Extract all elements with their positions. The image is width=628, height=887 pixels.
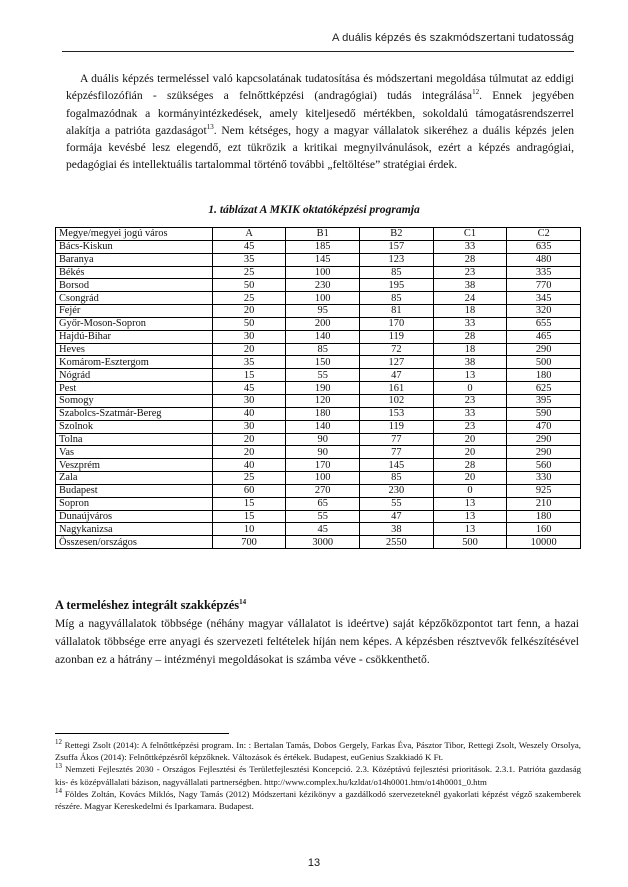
table-cell-value: 170 xyxy=(286,459,360,472)
column-header-c1: C1 xyxy=(433,228,507,241)
table-cell-value: 10000 xyxy=(507,536,581,549)
table-row xyxy=(56,407,581,420)
table-cell-value: 345 xyxy=(507,292,581,305)
table-cell-value: 153 xyxy=(360,407,434,420)
table-row xyxy=(56,433,581,446)
table-cell-county: Somogy xyxy=(56,394,213,407)
table-cell-value: 50 xyxy=(212,279,286,292)
table-cell-county: Győr-Moson-Sopron xyxy=(56,317,213,330)
table-cell-value: 77 xyxy=(360,446,434,459)
table-cell-value: 20 xyxy=(433,433,507,446)
table-cell-county: Hajdú-Bihar xyxy=(56,330,213,343)
table-caption: 1. táblázat A MKIK oktatóképzési programja xyxy=(208,203,420,216)
table-cell-county: Budapest xyxy=(56,484,213,497)
table-row xyxy=(56,356,581,369)
table-cell-value: 28 xyxy=(433,459,507,472)
table-cell-value: 85 xyxy=(360,266,434,279)
intro-text-2: . Ennek jegyében fogalmazódnak a kormányintézkedések, amely kiteljesedő mértékben, sokoldalú támogatásrendszerrel alakítja a patrióta gazdaságot xyxy=(66,89,574,137)
table-cell-value: 24 xyxy=(433,292,507,305)
table-cell-county: Borsod xyxy=(56,279,213,292)
table-cell-value: 230 xyxy=(286,279,360,292)
table-row xyxy=(56,382,581,395)
table-cell-value: 23 xyxy=(433,266,507,279)
table-cell-value: 72 xyxy=(360,343,434,356)
table-cell-value: 77 xyxy=(360,433,434,446)
table-cell-value: 20 xyxy=(212,446,286,459)
table-cell-county: Csongrád xyxy=(56,292,213,305)
table-row xyxy=(56,240,581,253)
table-cell-value: 18 xyxy=(433,343,507,356)
section-heading xyxy=(55,598,246,613)
table-cell-value: 161 xyxy=(360,382,434,395)
column-header-county: Megye/megyei jogú város xyxy=(56,228,213,241)
footnote-divider xyxy=(55,733,229,734)
table-cell-value: 180 xyxy=(507,369,581,382)
table-cell-value: 195 xyxy=(360,279,434,292)
table-cell-value: 320 xyxy=(507,305,581,318)
table-cell-value: 30 xyxy=(212,330,286,343)
table-cell-value: 25 xyxy=(212,292,286,305)
table-cell-value: 190 xyxy=(286,382,360,395)
table-cell-value: 55 xyxy=(286,369,360,382)
page-number: 13 xyxy=(307,857,321,869)
table-cell-value: 30 xyxy=(212,420,286,433)
table-cell-value: 55 xyxy=(360,497,434,510)
table-cell-value: 157 xyxy=(360,240,434,253)
footnote-number: 13 xyxy=(55,762,62,771)
table-cell-value: 335 xyxy=(507,266,581,279)
table-body xyxy=(56,240,581,548)
table-cell-county: Összesen/országos xyxy=(56,536,213,549)
table-cell-value: 30 xyxy=(212,394,286,407)
table-cell-value: 100 xyxy=(286,266,360,279)
table-row xyxy=(56,536,581,549)
column-header-c2: C2 xyxy=(507,228,581,241)
table-cell-value: 65 xyxy=(286,497,360,510)
table-cell-value: 123 xyxy=(360,253,434,266)
table-cell-county: Baranya xyxy=(56,253,213,266)
table-cell-value: 47 xyxy=(360,510,434,523)
table-cell-value: 40 xyxy=(212,459,286,472)
table-cell-value: 47 xyxy=(360,369,434,382)
table-cell-value: 290 xyxy=(507,343,581,356)
footnote-text: Földes Zoltán, Kovács Miklós, Nagy Tamás (2012) Módszertani kézikönyv a gazdálkodó szervezeteknél gyakorlati képzést végző szakemberek részére. Magyar Kereskedelmi és Iparkamara. Budapest. xyxy=(55,788,581,812)
footnote-text: Nemzeti Fejlesztés 2030 - Országos Fejlesztési és Területfejlesztési Koncepció. 2.3. Középtávú fejlesztési prioritások. 2.3.1. Patrióta gazdaság kis- és középvállalati bázison, nagyvállalati partnerségben. http://www.complex.hu/kzldat/o14h0001.htm/o14h0001_0.htm xyxy=(55,764,581,787)
footnote-ref-14[interactable]: 14 xyxy=(239,597,247,606)
column-header-b1: B1 xyxy=(286,228,360,241)
footnote-12 xyxy=(55,739,581,763)
table-cell-value: 13 xyxy=(433,523,507,536)
table-cell-value: 90 xyxy=(286,433,360,446)
table-cell-value: 395 xyxy=(507,394,581,407)
intro-paragraph xyxy=(66,70,574,174)
table-cell-value: 625 xyxy=(507,382,581,395)
intro-text-3: . Nem kétséges, hogy a magyar vállalatok sikeréhez a duális képzés jelen formája kevésbé lesz elegendő, ezt tükrözik a kritikai megnyilvánulások, ezért a képzés andragógiai, pedagógiai és intellektuális tartalommal történő további „feltöltése” stratégiai érdek. xyxy=(66,123,574,172)
table-cell-value: 15 xyxy=(212,369,286,382)
table-cell-value: 160 xyxy=(507,523,581,536)
table-cell-value: 25 xyxy=(212,266,286,279)
table-cell-county: Veszprém xyxy=(56,459,213,472)
table-cell-value: 470 xyxy=(507,420,581,433)
table-cell-county: Békés xyxy=(56,266,213,279)
footnote-text: Rettegi Zsolt (2014): A felnőttképzési program. In: : Bertalan Tamás, Dobos Gergely, Farkas Éva, Pásztor Tibor, Rettegi Zsolt, Weszely Orsolya, Zsuffa Ákos (2014): Felnőttképzésről képzőknek. Változások és értékek. Budapest, euGenius Szakkiadó K Ft. xyxy=(55,740,581,763)
table-row xyxy=(56,446,581,459)
table-cell-county: Nagykanizsa xyxy=(56,523,213,536)
footnotes xyxy=(55,739,581,812)
table-cell-value: 28 xyxy=(433,330,507,343)
table-cell-county: Komárom-Esztergom xyxy=(56,356,213,369)
table-cell-value: 700 xyxy=(212,536,286,549)
header-divider xyxy=(62,51,574,52)
table-cell-value: 465 xyxy=(507,330,581,343)
table-row xyxy=(56,484,581,497)
table-cell-value: 2550 xyxy=(360,536,434,549)
table-row xyxy=(56,292,581,305)
table-cell-value: 20 xyxy=(433,472,507,485)
table-cell-value: 635 xyxy=(507,240,581,253)
table-cell-value: 81 xyxy=(360,305,434,318)
table-row xyxy=(56,369,581,382)
table-cell-value: 60 xyxy=(212,484,286,497)
intro-text-1: A duális képzés termeléssel való kapcsolatának tudatosítása és módszertani megoldása túlmutat az eddigi képzésfilozófián - szükséges a felnőttképzési (andragógiai) tudás integrálása xyxy=(66,72,574,103)
table-cell-county: Szabolcs-Szatmár-Bereg xyxy=(56,407,213,420)
table-cell-value: 180 xyxy=(286,407,360,420)
table-cell-value: 140 xyxy=(286,420,360,433)
table-cell-value: 28 xyxy=(433,253,507,266)
table-cell-value: 45 xyxy=(286,523,360,536)
table-cell-county: Fejér xyxy=(56,305,213,318)
table-cell-value: 655 xyxy=(507,317,581,330)
table-cell-value: 13 xyxy=(433,497,507,510)
table-cell-value: 200 xyxy=(286,317,360,330)
table-cell-value: 15 xyxy=(212,497,286,510)
table-cell-value: 119 xyxy=(360,330,434,343)
table-cell-value: 127 xyxy=(360,356,434,369)
table-row xyxy=(56,330,581,343)
table-cell-value: 270 xyxy=(286,484,360,497)
section-heading-text: A termeléshez integrált szakképzés xyxy=(55,598,240,612)
footnote-14 xyxy=(55,788,581,812)
table-cell-value: 13 xyxy=(433,369,507,382)
table-cell-county: Bács-Kiskun xyxy=(56,240,213,253)
table-cell-value: 145 xyxy=(286,253,360,266)
table-cell-value: 590 xyxy=(507,407,581,420)
table-cell-value: 145 xyxy=(360,459,434,472)
table-cell-county: Pest xyxy=(56,382,213,395)
table-row xyxy=(56,394,581,407)
table-row xyxy=(56,523,581,536)
footnote-number: 14 xyxy=(55,786,62,795)
table-cell-value: 290 xyxy=(507,433,581,446)
table-cell-county: Zala xyxy=(56,472,213,485)
running-header-title: A duális képzés és szakmódszertani tudatosság xyxy=(331,32,574,44)
table-cell-value: 120 xyxy=(286,394,360,407)
table-cell-county: Dunaújváros xyxy=(56,510,213,523)
table-cell-value: 480 xyxy=(507,253,581,266)
table-cell-value: 95 xyxy=(286,305,360,318)
table-row xyxy=(56,510,581,523)
table-cell-value: 560 xyxy=(507,459,581,472)
table-cell-value: 140 xyxy=(286,330,360,343)
table-cell-value: 20 xyxy=(212,433,286,446)
table-cell-value: 20 xyxy=(212,343,286,356)
table-cell-value: 925 xyxy=(507,484,581,497)
footnote-number: 12 xyxy=(55,738,62,747)
table-cell-value: 20 xyxy=(212,305,286,318)
section-body-paragraph: Míg a nagyvállalatok többsége (néhány magyar vállalatot is ideértve) saját képzőközpontot tart fenn, a hazai vállalatok többsége erre anyagi és szervezeti feltételek híján nem képes. A képzésben résztvevők felkészítésével azonban ez a hátrány – intézményi megoldásokat is számba véve - csökkenthető. xyxy=(55,617,579,667)
table-cell-value: 100 xyxy=(286,292,360,305)
table-cell-value: 35 xyxy=(212,253,286,266)
table-cell-value: 119 xyxy=(360,420,434,433)
table-cell-value: 45 xyxy=(212,240,286,253)
table-row xyxy=(56,266,581,279)
table-cell-value: 85 xyxy=(286,343,360,356)
table-cell-county: Tolna xyxy=(56,433,213,446)
table-cell-value: 170 xyxy=(360,317,434,330)
table-cell-value: 15 xyxy=(212,510,286,523)
table-cell-value: 10 xyxy=(212,523,286,536)
table-cell-value: 35 xyxy=(212,356,286,369)
table-row xyxy=(56,305,581,318)
table-cell-value: 180 xyxy=(507,510,581,523)
table-cell-value: 85 xyxy=(360,292,434,305)
table-row xyxy=(56,420,581,433)
table-row xyxy=(56,317,581,330)
table-cell-value: 290 xyxy=(507,446,581,459)
table-cell-value: 33 xyxy=(433,407,507,420)
table-cell-value: 50 xyxy=(212,317,286,330)
table-cell-value: 210 xyxy=(507,497,581,510)
table-cell-value: 23 xyxy=(433,394,507,407)
table-cell-value: 25 xyxy=(212,472,286,485)
table-cell-value: 3000 xyxy=(286,536,360,549)
footnote-ref-12[interactable]: 12 xyxy=(472,88,480,97)
table-cell-value: 330 xyxy=(507,472,581,485)
table-cell-value: 23 xyxy=(433,420,507,433)
table-row xyxy=(56,459,581,472)
table-cell-county: Vas xyxy=(56,446,213,459)
table-cell-value: 38 xyxy=(433,279,507,292)
table-cell-value: 100 xyxy=(286,472,360,485)
footnote-13 xyxy=(55,763,581,787)
table-cell-value: 150 xyxy=(286,356,360,369)
table-cell-value: 102 xyxy=(360,394,434,407)
table-cell-value: 0 xyxy=(433,484,507,497)
column-header-a: A xyxy=(212,228,286,241)
table-row xyxy=(56,497,581,510)
table-cell-value: 500 xyxy=(507,356,581,369)
column-header-b2: B2 xyxy=(360,228,434,241)
table-cell-county: Nógrád xyxy=(56,369,213,382)
table-cell-county: Heves xyxy=(56,343,213,356)
table-cell-value: 0 xyxy=(433,382,507,395)
table-cell-value: 38 xyxy=(433,356,507,369)
table-row xyxy=(56,279,581,292)
table-cell-value: 33 xyxy=(433,317,507,330)
table-cell-value: 38 xyxy=(360,523,434,536)
table-cell-value: 500 xyxy=(433,536,507,549)
table-cell-value: 20 xyxy=(433,446,507,459)
table-cell-value: 13 xyxy=(433,510,507,523)
table-row xyxy=(56,472,581,485)
table-cell-value: 185 xyxy=(286,240,360,253)
table-row xyxy=(56,253,581,266)
table-row xyxy=(56,343,581,356)
table-cell-value: 90 xyxy=(286,446,360,459)
table-cell-value: 18 xyxy=(433,305,507,318)
table-cell-value: 40 xyxy=(212,407,286,420)
table-cell-value: 230 xyxy=(360,484,434,497)
table-cell-county: Szolnok xyxy=(56,420,213,433)
table-cell-value: 45 xyxy=(212,382,286,395)
table-header-row xyxy=(56,228,581,241)
table-cell-value: 33 xyxy=(433,240,507,253)
table-cell-county: Sopron xyxy=(56,497,213,510)
training-program-table xyxy=(55,227,581,549)
table-cell-value: 770 xyxy=(507,279,581,292)
table-cell-value: 85 xyxy=(360,472,434,485)
footnote-ref-13[interactable]: 13 xyxy=(206,123,214,132)
table-cell-value: 55 xyxy=(286,510,360,523)
